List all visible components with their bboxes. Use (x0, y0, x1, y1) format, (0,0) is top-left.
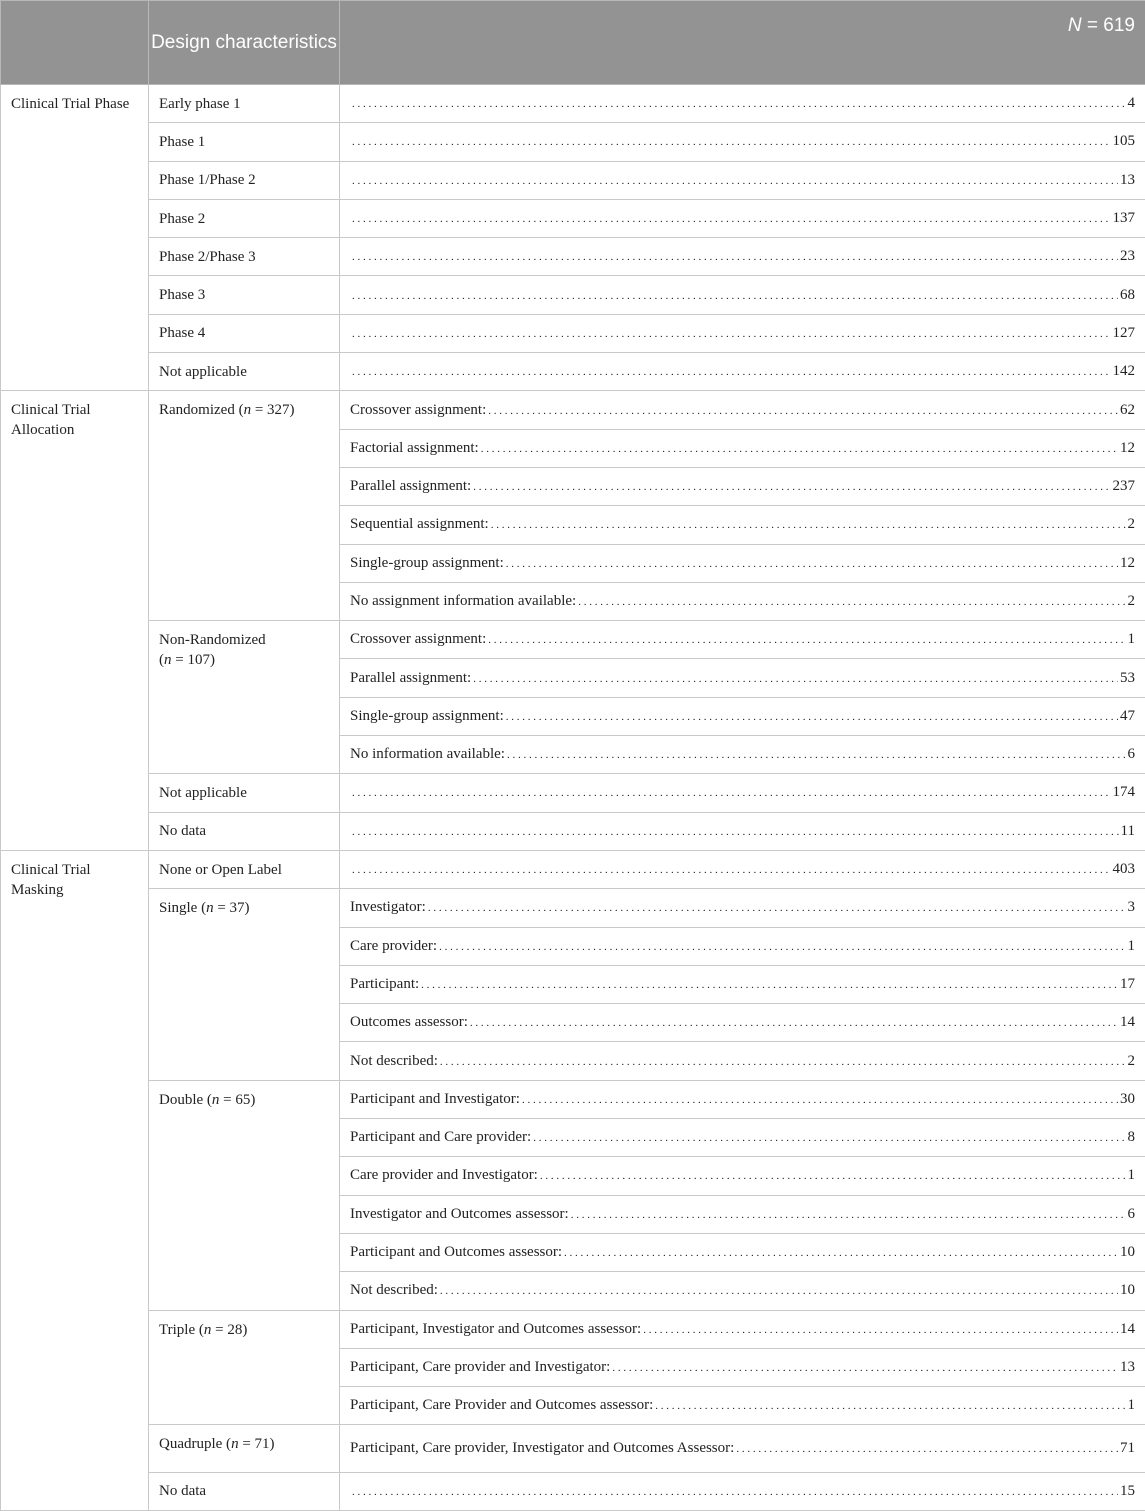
sub-group-name: Quadruple ( (159, 1436, 231, 1452)
table-row (1, 391, 1145, 429)
sub-group-name: Randomized ( (159, 402, 244, 418)
entry-value: 14 (1120, 1012, 1135, 1032)
entry-label: Participant and Investigator: (350, 1089, 520, 1109)
dot-leader (491, 514, 1126, 535)
entry-label: Not described: (350, 1051, 438, 1071)
table-row (1, 1080, 1145, 1118)
entry-value: 12 (1120, 438, 1135, 458)
entry-value: 6 (1128, 1204, 1136, 1224)
header-n-value: = 619 (1087, 15, 1135, 36)
table-row (1, 1472, 1145, 1510)
table-row (1, 850, 1145, 888)
dot-leader (612, 1357, 1118, 1378)
entry-label: Participant, Care provider and Investigator: (350, 1357, 610, 1377)
sub-group-count: = 327) (251, 402, 294, 418)
entry-value: 1 (1128, 1165, 1136, 1185)
dot-leader (488, 400, 1118, 421)
leader-line (350, 514, 1135, 535)
entry-value: 4 (1128, 93, 1136, 113)
entry-value: 142 (1113, 361, 1136, 381)
leader-line (350, 821, 1135, 842)
sub-group-double (149, 1080, 340, 1310)
count-cell (340, 1425, 1145, 1472)
entry-value: 174 (1113, 782, 1136, 802)
table-row (1, 812, 1145, 850)
dot-leader (352, 361, 1111, 382)
leader-line (350, 323, 1135, 344)
entry-value: 1 (1128, 629, 1136, 649)
category-cell: Phase 4 (149, 314, 340, 352)
dot-leader (352, 859, 1111, 880)
count-cell (340, 429, 1145, 467)
sub-group-count-open: ( (159, 652, 164, 668)
entry-value: 13 (1120, 1357, 1135, 1377)
leader-line (350, 93, 1135, 114)
count-cell (340, 1195, 1145, 1233)
entry-value: 12 (1120, 553, 1135, 573)
count-cell (340, 1348, 1145, 1386)
entry-value: 6 (1128, 744, 1136, 764)
sub-group-n: n (244, 402, 252, 418)
count-cell (340, 199, 1145, 237)
table-row (1, 199, 1145, 237)
leader-line (350, 629, 1135, 650)
leader-line (350, 1242, 1135, 1263)
leader-line (350, 668, 1135, 689)
leader-line (350, 936, 1135, 957)
entry-value: 137 (1113, 208, 1136, 228)
entry-value: 127 (1113, 323, 1136, 343)
dot-leader (522, 1089, 1118, 1110)
entry-value: 13 (1120, 170, 1135, 190)
entry-label: Care provider and Investigator: (350, 1165, 538, 1185)
sub-group-n: n (204, 1322, 212, 1338)
dot-leader (440, 1280, 1118, 1301)
count-cell (340, 965, 1145, 1003)
count-cell (340, 123, 1145, 161)
entry-value: 15 (1120, 1481, 1135, 1501)
dot-leader (481, 438, 1118, 459)
sub-group-count: = 65) (219, 1092, 255, 1108)
leader-line (350, 897, 1135, 918)
entry-label: Single-group assignment: (350, 706, 504, 726)
entry-label: Participant and Outcomes assessor: (350, 1242, 562, 1262)
leader-line (350, 591, 1135, 612)
count-cell (340, 161, 1145, 199)
table-row (1, 123, 1145, 161)
entry-label: Single-group assignment: (350, 553, 504, 573)
category-cell: Phase 3 (149, 276, 340, 314)
entry-label: Investigator and Outcomes assessor: (350, 1204, 569, 1224)
table-row (1, 314, 1145, 352)
sub-group-n: n (231, 1436, 239, 1452)
entry-label: Participant, Care Provider and Outcomes assessor: (350, 1395, 653, 1415)
entry-value: 30 (1120, 1089, 1135, 1109)
count-cell (340, 927, 1145, 965)
category-cell: Phase 2 (149, 199, 340, 237)
dot-leader (540, 1165, 1126, 1186)
leader-line (350, 1319, 1135, 1340)
count-cell (340, 1272, 1145, 1310)
entry-value: 10 (1120, 1242, 1135, 1262)
dot-leader (533, 1127, 1125, 1148)
entry-label: Outcomes assessor: (350, 1012, 468, 1032)
count-cell (340, 736, 1145, 774)
header-total-n (340, 1, 1145, 85)
sub-group-name: Double ( (159, 1092, 212, 1108)
entry-label: Not described: (350, 1280, 438, 1300)
dot-leader (488, 629, 1125, 650)
group-clinical-trial-masking: Clinical Trial Masking (1, 850, 149, 1510)
leader-line (350, 1438, 1135, 1459)
entry-value: 68 (1120, 285, 1135, 305)
sub-group-n: n (164, 652, 172, 668)
entry-label: Factorial assignment: (350, 438, 479, 458)
count-cell (340, 621, 1145, 659)
table-row (1, 353, 1145, 391)
count-cell (340, 391, 1145, 429)
dot-leader (352, 131, 1111, 152)
sub-group-name: Non-Randomized (159, 632, 266, 648)
entry-value: 1 (1128, 1395, 1136, 1415)
sub-group-randomized (149, 391, 340, 621)
leader-line (350, 131, 1135, 152)
entry-value: 62 (1120, 400, 1135, 420)
count-cell (340, 697, 1145, 735)
count-cell (340, 1119, 1145, 1157)
sub-group-count: = 28) (211, 1322, 247, 1338)
leader-line (350, 285, 1135, 306)
table-row (1, 85, 1145, 123)
entry-label: Participant, Investigator and Outcomes assessor: (350, 1319, 641, 1339)
dot-leader (421, 974, 1118, 995)
leader-line (350, 1280, 1135, 1301)
entry-label: No assignment information available: (350, 591, 576, 611)
entry-label: Participant and Care provider: (350, 1127, 531, 1147)
category-cell: Phase 1 (149, 123, 340, 161)
dot-leader (473, 476, 1110, 497)
dot-leader (352, 1481, 1118, 1502)
entry-value: 47 (1120, 706, 1135, 726)
count-cell (340, 238, 1145, 276)
table-row (1, 1425, 1145, 1472)
leader-line (350, 400, 1135, 421)
count-cell (340, 467, 1145, 505)
table-row (1, 161, 1145, 199)
sub-group-quadruple (149, 1425, 340, 1472)
category-cell: No data (149, 812, 340, 850)
count-cell (340, 812, 1145, 850)
table-header-row (1, 1, 1145, 85)
entry-label: Care provider: (350, 936, 437, 956)
table-row (1, 889, 1145, 927)
count-cell (340, 1004, 1145, 1042)
count-cell (340, 659, 1145, 697)
count-cell (340, 353, 1145, 391)
sub-group-n: n (212, 1092, 220, 1108)
leader-line (350, 1165, 1135, 1186)
table-row (1, 621, 1145, 659)
entry-value: 23 (1120, 246, 1135, 266)
header-n-label: N (1068, 15, 1082, 36)
entry-value: 17 (1120, 974, 1135, 994)
leader-line (350, 553, 1135, 574)
count-cell (340, 889, 1145, 927)
count-cell (340, 314, 1145, 352)
leader-line (350, 706, 1135, 727)
dot-leader (506, 706, 1118, 727)
dot-leader (643, 1319, 1118, 1340)
dot-leader (352, 821, 1119, 842)
category-cell: Phase 2/Phase 3 (149, 238, 340, 276)
dot-leader (352, 93, 1126, 114)
count-cell (340, 1387, 1145, 1425)
dot-leader (655, 1395, 1125, 1416)
count-cell (340, 1080, 1145, 1118)
category-cell: Early phase 1 (149, 85, 340, 123)
sub-group-name: Triple ( (159, 1322, 204, 1338)
dot-leader (439, 936, 1125, 957)
table-row (1, 1310, 1145, 1348)
dot-leader (428, 897, 1126, 918)
leader-line (350, 1481, 1135, 1502)
sub-group-single (149, 889, 340, 1080)
count-cell (340, 1042, 1145, 1080)
leader-line (350, 1395, 1135, 1416)
leader-line (350, 859, 1135, 880)
table-row (1, 774, 1145, 812)
entry-value: 11 (1121, 821, 1135, 841)
entry-value: 14 (1120, 1319, 1135, 1339)
category-cell: Phase 1/Phase 2 (149, 161, 340, 199)
entry-label: Participant: (350, 974, 419, 994)
dot-leader (352, 246, 1118, 267)
entry-value: 237 (1113, 476, 1136, 496)
header-blank-cell (1, 1, 149, 85)
leader-line (350, 1012, 1135, 1033)
leader-line (350, 1204, 1135, 1225)
sub-group-count: = 107) (172, 652, 215, 668)
group-clinical-trial-allocation: Clinical Trial Allocation (1, 391, 149, 851)
sub-group-count: = 37) (214, 900, 250, 916)
count-cell (340, 850, 1145, 888)
entry-value: 71 (1120, 1438, 1135, 1458)
table-row (1, 238, 1145, 276)
sub-group-name: Single ( (159, 900, 206, 916)
count-cell (340, 1310, 1145, 1348)
leader-line (350, 1127, 1135, 1148)
entry-label: No information available: (350, 744, 505, 764)
table-row (1, 276, 1145, 314)
dot-leader (352, 170, 1118, 191)
leader-line (350, 782, 1135, 803)
count-cell (340, 774, 1145, 812)
count-cell (340, 582, 1145, 620)
entry-value: 1 (1128, 936, 1136, 956)
count-cell (340, 276, 1145, 314)
sub-group-triple (149, 1310, 340, 1425)
entry-value: 105 (1113, 131, 1136, 151)
entry-value: 53 (1120, 668, 1135, 688)
entry-value: 3 (1128, 897, 1136, 917)
dot-leader (352, 782, 1111, 803)
entry-value: 2 (1128, 1051, 1136, 1071)
leader-line (350, 438, 1135, 459)
header-design-characteristics: Design characteristics (149, 1, 340, 85)
entry-value: 403 (1113, 859, 1136, 879)
leader-line (350, 744, 1135, 765)
entry-label: Crossover assignment: (350, 400, 486, 420)
category-cell: Not applicable (149, 353, 340, 391)
table-body (1, 85, 1145, 1511)
dot-leader (564, 1242, 1118, 1263)
entry-label: Investigator: (350, 897, 426, 917)
entry-label: Crossover assignment: (350, 629, 486, 649)
entry-label: Participant, Care provider, Investigator and Outcomes Assessor: (350, 1438, 734, 1458)
leader-line (350, 246, 1135, 267)
entry-label: Parallel assignment: (350, 476, 471, 496)
dot-leader (352, 208, 1111, 229)
dot-leader (506, 553, 1118, 574)
count-cell (340, 1472, 1145, 1510)
dot-leader (352, 323, 1111, 344)
dot-leader (352, 285, 1118, 306)
leader-line (350, 361, 1135, 382)
count-cell (340, 85, 1145, 123)
sub-group-nonrandomized (149, 621, 340, 774)
leader-line (350, 170, 1135, 191)
dot-leader (736, 1438, 1118, 1459)
dot-leader (507, 744, 1126, 765)
dot-leader (473, 668, 1118, 689)
sub-group-count: = 71) (239, 1436, 275, 1452)
entry-label: Parallel assignment: (350, 668, 471, 688)
leader-line (350, 208, 1135, 229)
leader-line (350, 1089, 1135, 1110)
dot-leader (571, 1204, 1126, 1225)
entry-value: 10 (1120, 1280, 1135, 1300)
leader-line (350, 1357, 1135, 1378)
count-cell (340, 544, 1145, 582)
category-cell: Not applicable (149, 774, 340, 812)
count-cell (340, 1157, 1145, 1195)
entry-value: 2 (1128, 514, 1136, 534)
dot-leader (440, 1051, 1126, 1072)
leader-line (350, 1051, 1135, 1072)
entry-value: 2 (1128, 591, 1136, 611)
category-cell: None or Open Label (149, 850, 340, 888)
leader-line (350, 974, 1135, 995)
entry-value: 8 (1128, 1127, 1136, 1147)
dot-leader (578, 591, 1125, 612)
dot-leader (470, 1012, 1118, 1033)
count-cell (340, 1233, 1145, 1271)
group-clinical-trial-phase: Clinical Trial Phase (1, 85, 149, 391)
leader-line (350, 476, 1135, 497)
entry-label: Sequential assignment: (350, 514, 489, 534)
category-cell: No data (149, 1472, 340, 1510)
sub-group-n: n (206, 900, 214, 916)
count-cell (340, 506, 1145, 544)
